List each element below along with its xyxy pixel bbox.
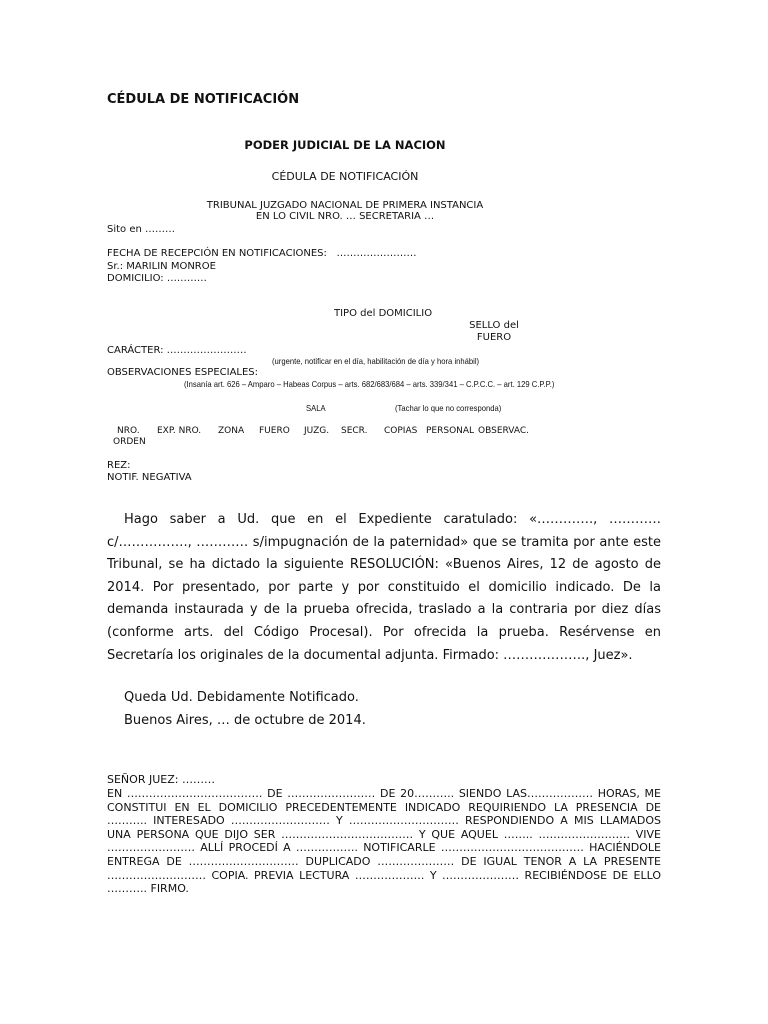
col-secr: SECR. [341, 426, 368, 436]
col-orden: ORDEN [113, 437, 146, 447]
caracter-field: CARÁCTER: …………………… [107, 345, 247, 356]
col-exp: EXP. NRO. [157, 426, 202, 436]
fecha-firma-line: Buenos Aires, … de octubre de 2014. [124, 713, 366, 728]
sito-field: Sito en ……… [107, 224, 176, 235]
tribunal-line-2: EN LO CIVIL NRO. … SECRETARIA … [255, 211, 435, 222]
fecha-recepcion-field: FECHA DE RECEPCIÓN EN NOTIFICACIONES: …………………… [107, 248, 417, 259]
subtitle: CÉDULA DE NOTIFICACIÓN [271, 170, 419, 183]
urgente-note: (urgente, notificar en el día, habilitación de día y hora inhábil) [272, 356, 480, 366]
sello-line-2: FUERO [476, 332, 512, 343]
col-nro: NRO. [117, 426, 140, 436]
tribunal-line-1: TRIBUNAL JUZGADO NACIONAL DE PRIMERA INSTANCIA [206, 200, 484, 211]
col-juzg: JUZG. [304, 426, 330, 436]
rez-label: REZ: [107, 460, 131, 471]
court-header: PODER JUDICIAL DE LA NACION [244, 138, 446, 152]
col-copias: COPIAS [384, 426, 418, 436]
tipo-domicilio-label: TIPO del DOMICILIO [334, 308, 433, 319]
body-paragraph: Hago saber a Ud. que en el Expediente caratulado: «…………., ………… c/……………., ………… s/impugnación de la paternidad» que se tramita por ante este Tribunal, se ha dictado la siguiente RESOLUCIÓN: «Buenos Aires, 12 de agosto de 2014. Por presentado, por parte y por constituido el domicilio indicado. De la demanda instaurada y de la prueba ofrecida, traslado a la contraria por diez días (conforme arts. del Código Procesal). Por ofrecida la prueba. Resérvense en Secretaría los originales de la documental adjunta. Firmado: ………………., Juez». [107, 512, 661, 663]
destinatario-field: Sr.: MARILIN MONROE [107, 261, 216, 272]
insania-note: (Insanía art. 626 – Amparo – Habeas Corpus – arts. 682/683/684 – arts. 339/341 – C.P.C.C. – art. 129 C.P.P.) [184, 379, 555, 389]
body-paragraph-block [107, 509, 661, 667]
notificado-line: Queda Ud. Debidamente Notificado. [124, 690, 359, 705]
col-observac: OBSERVAC. [478, 426, 529, 436]
sala-label: SALA [306, 403, 326, 413]
acta-diligenciamiento [107, 787, 661, 896]
acta-text: EN ………………………………. DE …………………… DE 20……….. SIENDO LAS……………… HORAS, ME CONSTITUI EN EL DOMICILIO PRECEDENTEMENTE INDICADO REQUIRIENDO LA PRESENCIA DE ……….. INTERESADO ……………………… Y ………………………… RESPONDIENDO A MIS LLAMADOS UNA PERSONA QUE DIJO SER ……………………………… Y QUE AQUEL …….. ……………………. VIVE …………………… ALLÍ PROCEDÍ A …………….. NOTIFICARLE ………………………………… HACIÉNDOLE ENTREGA DE ………………………… DUPLICADO ………………… DE IGUAL TENOR A LA PRESENTE ……………………… COPIA. PREVIA LECTURA ………………. Y ………………… RECIBIÉNDOSE DE ELLO ……….. FIRMO. [107, 787, 661, 896]
senor-juez-line: SEÑOR JUEZ: ……… [107, 773, 215, 786]
col-personal: PERSONAL [426, 426, 475, 436]
col-fuero: FUERO [259, 426, 290, 436]
col-zona: ZONA [218, 426, 245, 436]
domicilio-field: DOMICILIO: ………… [107, 273, 207, 284]
sello-line-1: SELLO del [469, 320, 519, 331]
tachar-note: (Tachar lo que no corresponda) [395, 403, 502, 413]
observaciones-label: OBSERVACIONES ESPECIALES: [107, 367, 259, 378]
notif-negativa-label: NOTIF. NEGATIVA [107, 472, 192, 483]
top-title: CÉDULA DE NOTIFICACIÓN [107, 92, 300, 107]
